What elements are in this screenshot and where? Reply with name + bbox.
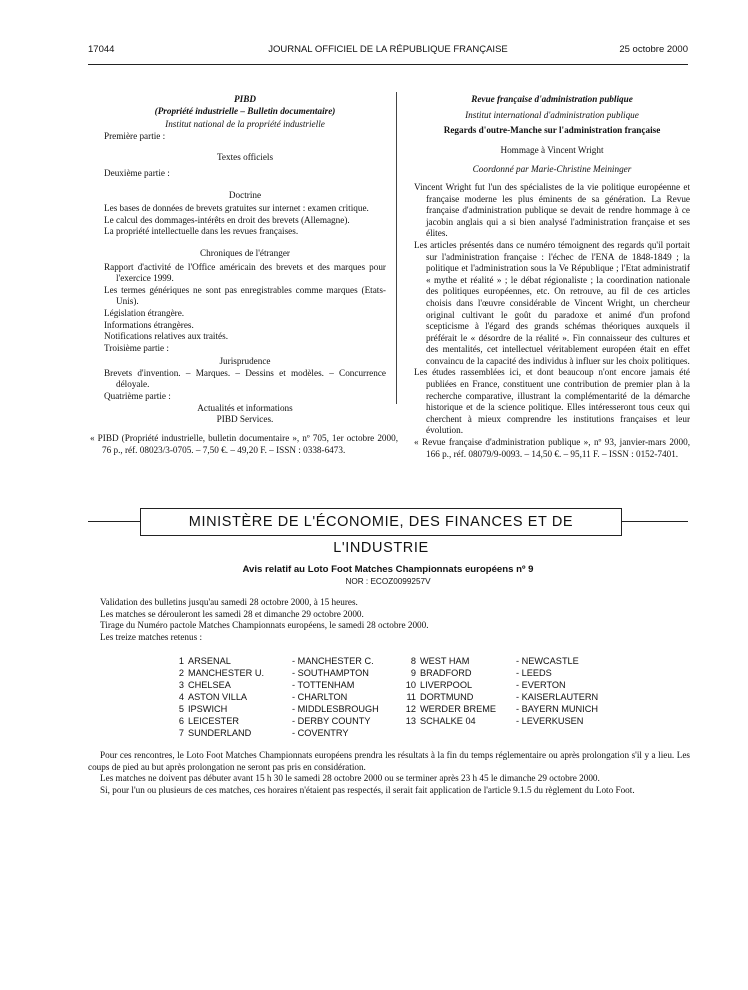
home-team: MANCHESTER U.	[188, 668, 265, 678]
column-divider	[396, 92, 397, 404]
avis-closing	[88, 750, 690, 796]
away-team: - BAYERN MUNICH	[516, 704, 599, 714]
part4-title: Actualités et informations	[197, 402, 293, 413]
revue-coord: Coordonné par Marie-Christine Meininger	[472, 164, 632, 175]
match-row: 9 BRADFORD - LEEDS	[410, 668, 552, 678]
match-row: 8 WEST HAM - NEWCASTLE	[410, 656, 579, 666]
revue-title: Revue française d'administration publique	[471, 94, 633, 104]
away-team: - CHARLTON	[292, 692, 348, 702]
away-team: - LEVERKUSEN	[516, 716, 584, 726]
part2-label: Deuxième partie :	[104, 167, 170, 178]
chroniques-item: Notifications relatives aux traités.	[104, 331, 228, 342]
pibd-subtitle: (Propriété industrielle – Bulletin documentaire)	[154, 105, 336, 116]
away-team: - MIDDLESBROUGH	[292, 704, 379, 714]
chroniques-item: Les termes génériques ne sont pas enregistrables comme marques (Etats-Unis).	[104, 284, 386, 307]
home-team: BRADFORD	[420, 668, 472, 678]
away-team: - EVERTON	[516, 680, 566, 690]
match-row: 6 LEICESTER - DERBY COUNTY	[178, 716, 371, 726]
doctrine-item: Les bases de données de brevets gratuites sur internet : examen critique.	[104, 203, 369, 214]
part4-label: Quatrième partie :	[104, 391, 171, 402]
matches-right	[402, 655, 598, 727]
home-team: SUNDERLAND	[188, 728, 252, 738]
away-team: - MANCHESTER C.	[292, 656, 374, 666]
part1-label: Première partie :	[104, 130, 166, 141]
away-team: - SOUTHAMPTON	[292, 668, 369, 678]
home-team: SCHALKE 04	[420, 716, 476, 726]
revue-paragraph: Les études rassemblées ici, et dont beaucoup n'ont encore jamais été publiées en France, constituent une contribution de premier plan à la recherche comparative, illustrant la complémentarité de la démarche historique et de la science politique. Elles intéresseront tous ceux qui cherchent à mieux comprendre les institutions françaises et leur évolution.	[414, 367, 690, 436]
closing-paragraph: Si, pour l'un ou plusieurs de ces matches, ces horaires n'étaient pas respectés, il serait fait application de l'article 9.1.5 du règlement du Loto Foot.	[100, 784, 635, 795]
avis-title: Avis relatif au Loto Foot Matches Championnats européens nº 9	[242, 564, 534, 575]
journal-title: JOURNAL OFFICIEL DE LA RÉPUBLIQUE FRANÇAISE	[268, 44, 508, 55]
part3-title: Jurisprudence	[219, 356, 271, 367]
home-team: WEST HAM	[420, 656, 470, 666]
doctrine-item: Le calcul des dommages-intérêts en droit des brevets (Allemagne).	[104, 214, 350, 225]
pibd-section	[104, 94, 386, 426]
part1-title: Textes officiels	[216, 152, 274, 163]
home-team: IPSWICH	[188, 704, 228, 714]
chroniques-item: Rapport d'activité de l'Office américain des brevets et des marques pour l'exercice 1999.	[104, 261, 386, 284]
revue-heading: Regards d'outre-Manche sur l'administration française	[443, 125, 661, 136]
match-row: 12 WERDER BREME - BAYERN MUNICH	[405, 704, 599, 714]
match-row: 3 CHELSEA - TOTTENHAM	[178, 680, 355, 690]
closing-paragraph: Les matches ne doivent pas débuter avant 15 h 30 le samedi 28 octobre 2000 ou se terminer après 23 h 45 le dimanche 29 octobre 2000.	[100, 773, 600, 784]
header-rule	[88, 64, 688, 65]
match-row: 2 MANCHESTER U. - SOUTHAMPTON	[178, 668, 369, 678]
away-team: - LEEDS	[516, 668, 552, 678]
jurisprudence-item: Brevets d'invention. – Marques. – Dessins et modèles. – Concurrence déloyale.	[104, 367, 386, 390]
part3-label: Troisième partie :	[104, 342, 169, 353]
home-team: ASTON VILLA	[188, 692, 248, 702]
page-header	[88, 44, 688, 58]
pibd-title: PIBD	[234, 94, 256, 104]
pibd-reference: « PIBD (Propriété industrielle, bulletin documentaire », nº 705, 1er octobre 2000, 76 p., réf. 08023/3-0705. – 7,50 €. – 49,20 F. – ISSN : 0338-6473.	[90, 433, 398, 455]
away-team: - COVENTRY	[292, 728, 349, 738]
away-team: - NEWCASTLE	[516, 656, 579, 666]
ministry-rule-left	[88, 521, 140, 522]
ministry-banner: MINISTÈRE DE L'ÉCONOMIE, DES FINANCES ET DE L'INDUSTRIE	[140, 508, 622, 536]
match-row: 4 ASTON VILLA - CHARLTON	[178, 692, 348, 702]
avis-intro	[100, 597, 690, 643]
match-row: 10 LIVERPOOL - EVERTON	[405, 680, 566, 690]
home-team: DORTMUND	[420, 692, 474, 702]
avis-line: Les treize matches retenus :	[100, 631, 203, 642]
home-team: LIVERPOOL	[420, 680, 473, 690]
home-team: ARSENAL	[188, 656, 231, 666]
away-team: - TOTTENHAM	[292, 680, 355, 690]
ministry-rule-right	[622, 521, 688, 522]
home-team: WERDER BREME	[420, 704, 497, 714]
away-team: - DERBY COUNTY	[292, 716, 371, 726]
revue-section	[414, 94, 690, 460]
pibd-institute: Institut national de la propriété industrielle	[165, 119, 325, 130]
avis-nor: NOR : ECOZ0099257V	[345, 577, 431, 586]
match-row: 1 ARSENAL - MANCHESTER C.	[178, 656, 374, 666]
chroniques-title: Chroniques de l'étranger	[200, 247, 290, 258]
revue-paragraph: Les articles présentés dans ce numéro témoignent des regards qu'il portait sur l'administration française : l'échec de l'ENA de 1848-1849 ; la politique et l'administration sous la Ve République ; l'Etat administratif « mythe et réalité » ; le débat régionaliste ; la coordination nationale des politiques européennes, etc. On retrouve, au fil de ces articles choisis dans l'œuvre considérable de Vincent Wright, un chercheur original cultivant le goût du paradoxe et animé d'un profond scepticisme à l'égard des grands schémas théoriques auxquels il préférait le « désordre de la réalité ». Fin connaisseur des cultures et des mentalités, cet intellectuel véritablement européen était en effet convaincu de la capacité des individus à influer sur les choix politiques.	[414, 239, 690, 366]
avis-line: Tirage du Numéro pactole Matches Championnats européens, le samedi 28 octobre 2000.	[100, 620, 429, 631]
match-row: 7 SUNDERLAND - COVENTRY	[178, 728, 349, 738]
revue-paragraph: Vincent Wright fut l'un des spécialistes de la vie politique européenne et française moderne les plus éminents de sa génération. La Revue française d'administration publique se devait de rendre hommage à ce jacobin anglais qui a si bien analysé l'administration française et ses élites.	[414, 181, 690, 239]
doctrine-item: La propriété intellectuelle dans les revues françaises.	[104, 226, 299, 237]
revue-hommage: Hommage à Vincent Wright	[500, 144, 604, 155]
match-row: 13 SCHALKE 04 - LEVERKUSEN	[405, 716, 584, 726]
part2-title: Doctrine	[228, 189, 262, 200]
away-team: - KAISERLAUTERN	[516, 692, 599, 702]
page-number: 17044	[88, 44, 115, 55]
home-team: LEICESTER	[188, 716, 240, 726]
revue-institute: Institut international d'administration publique	[465, 109, 639, 120]
avis-line: Validation des bulletins jusqu'au samedi 28 octobre 2000, à 15 heures.	[100, 597, 358, 607]
issue-date: 25 octobre 2000	[619, 44, 688, 55]
chroniques-item: Législation étrangère.	[104, 307, 185, 318]
revue-reference: « Revue française d'administration publique », nº 93, janvier-mars 2000, 166 p., réf. 08079/9-0093. – 14,50 €. – 95,11 F. – ISSN : 0152-7401.	[414, 437, 690, 459]
avis-line: Les matches se dérouleront les samedi 28 et dimanche 29 octobre 2000.	[100, 608, 364, 619]
part4-sub: PIBD Services.	[216, 414, 274, 425]
chroniques-item: Informations étrangères.	[104, 319, 194, 330]
match-row: 11 DORTMUND - KAISERLAUTERN	[406, 692, 599, 702]
home-team: CHELSEA	[188, 680, 231, 690]
match-row: 5 IPSWICH - MIDDLESBROUGH	[178, 704, 379, 714]
matches-left	[172, 655, 379, 739]
closing-paragraph: Pour ces rencontres, le Loto Foot Matches Championnats européens prendra les résultats à la fin du temps réglementaire ou après prolongation s'il y a lieu. Les coups de pied au but après prolongation ne seront pas pris en considération.	[88, 750, 690, 772]
